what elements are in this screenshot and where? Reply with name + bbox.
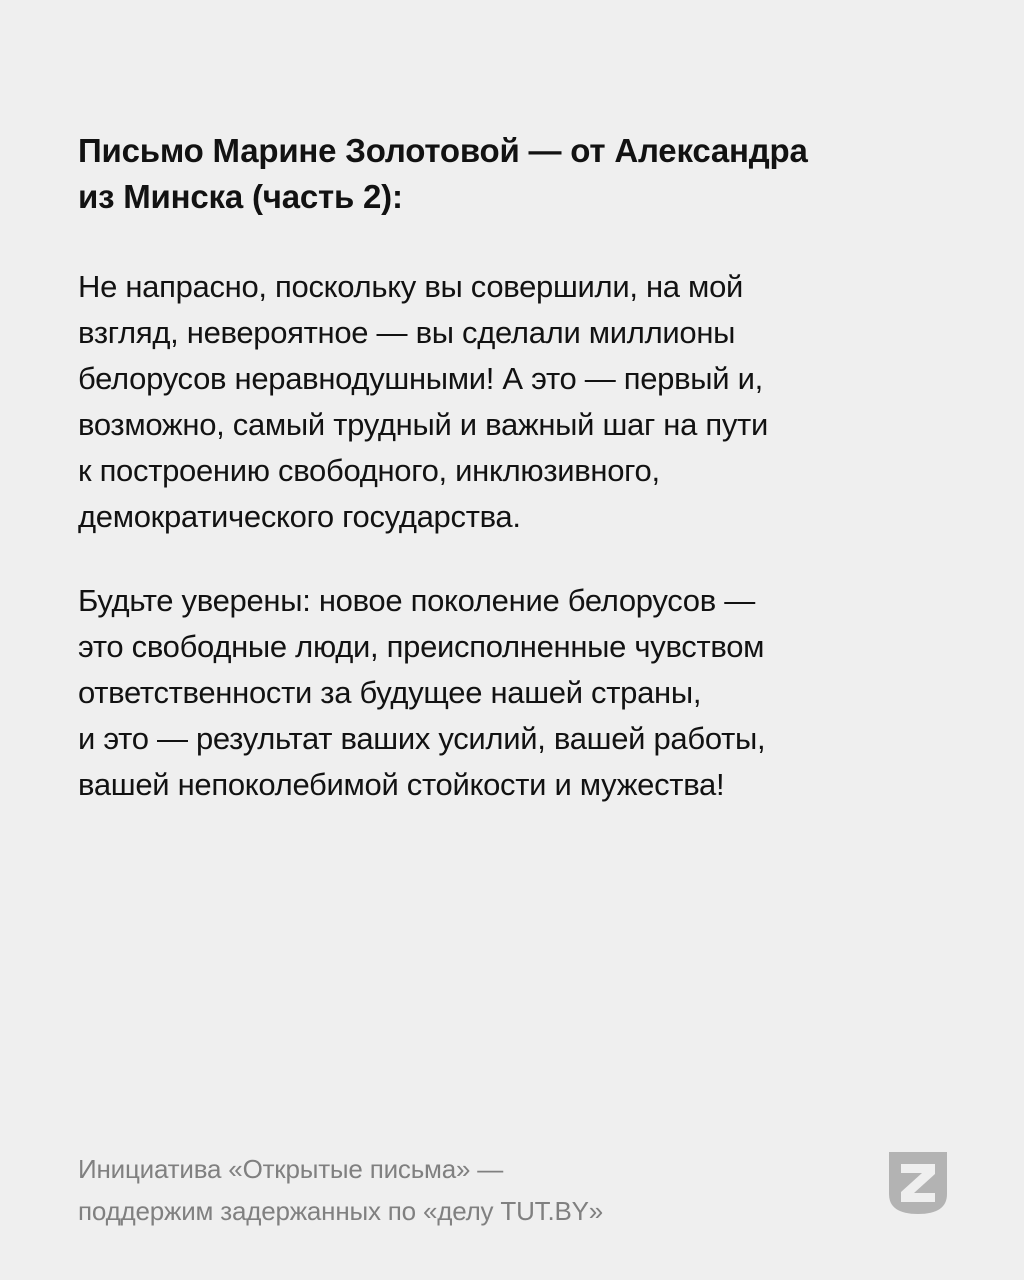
paragraph-line: возможно, самый трудный и важный шаг на пути	[78, 407, 768, 442]
footer-line: Инициатива «Открытые письма» —	[78, 1154, 504, 1184]
letter-paragraph-1	[78, 264, 978, 540]
paragraph-line: ответственности за будущее нашей страны,	[78, 675, 702, 710]
paragraph-line: это свободные люди, преисполненные чувством	[78, 629, 765, 664]
paragraph-line: Не напрасно, поскольку вы совершили, на мой	[78, 269, 744, 304]
paragraph-line: белорусов неравнодушными! А это — первый и,	[78, 361, 763, 396]
paragraph-line: взгляд, невероятное — вы сделали миллионы	[78, 315, 736, 350]
letter-paragraph-2	[78, 578, 978, 808]
paragraph-line: и это — результат ваших усилий, вашей работы,	[78, 721, 766, 756]
title-line: Письмо Марине Золотовой — от Александра	[78, 132, 808, 169]
letter-title	[78, 128, 978, 220]
paragraph-line: вашей непоколебимой стойкости и мужества!	[78, 767, 725, 802]
z-shield-logo-icon	[887, 1150, 949, 1216]
title-line: из Минска (часть 2):	[78, 178, 403, 215]
z-shield-logo-svg	[887, 1150, 949, 1216]
paragraph-line: демократического государства.	[78, 499, 521, 534]
footer-line: поддержим задержанных по «делу TUT.BY»	[78, 1196, 604, 1226]
paragraph-line: к построению свободного, инклюзивного,	[78, 453, 660, 488]
initiative-footer	[78, 1148, 838, 1232]
paragraph-line: Будьте уверены: новое поколение белорусов —	[78, 583, 755, 618]
